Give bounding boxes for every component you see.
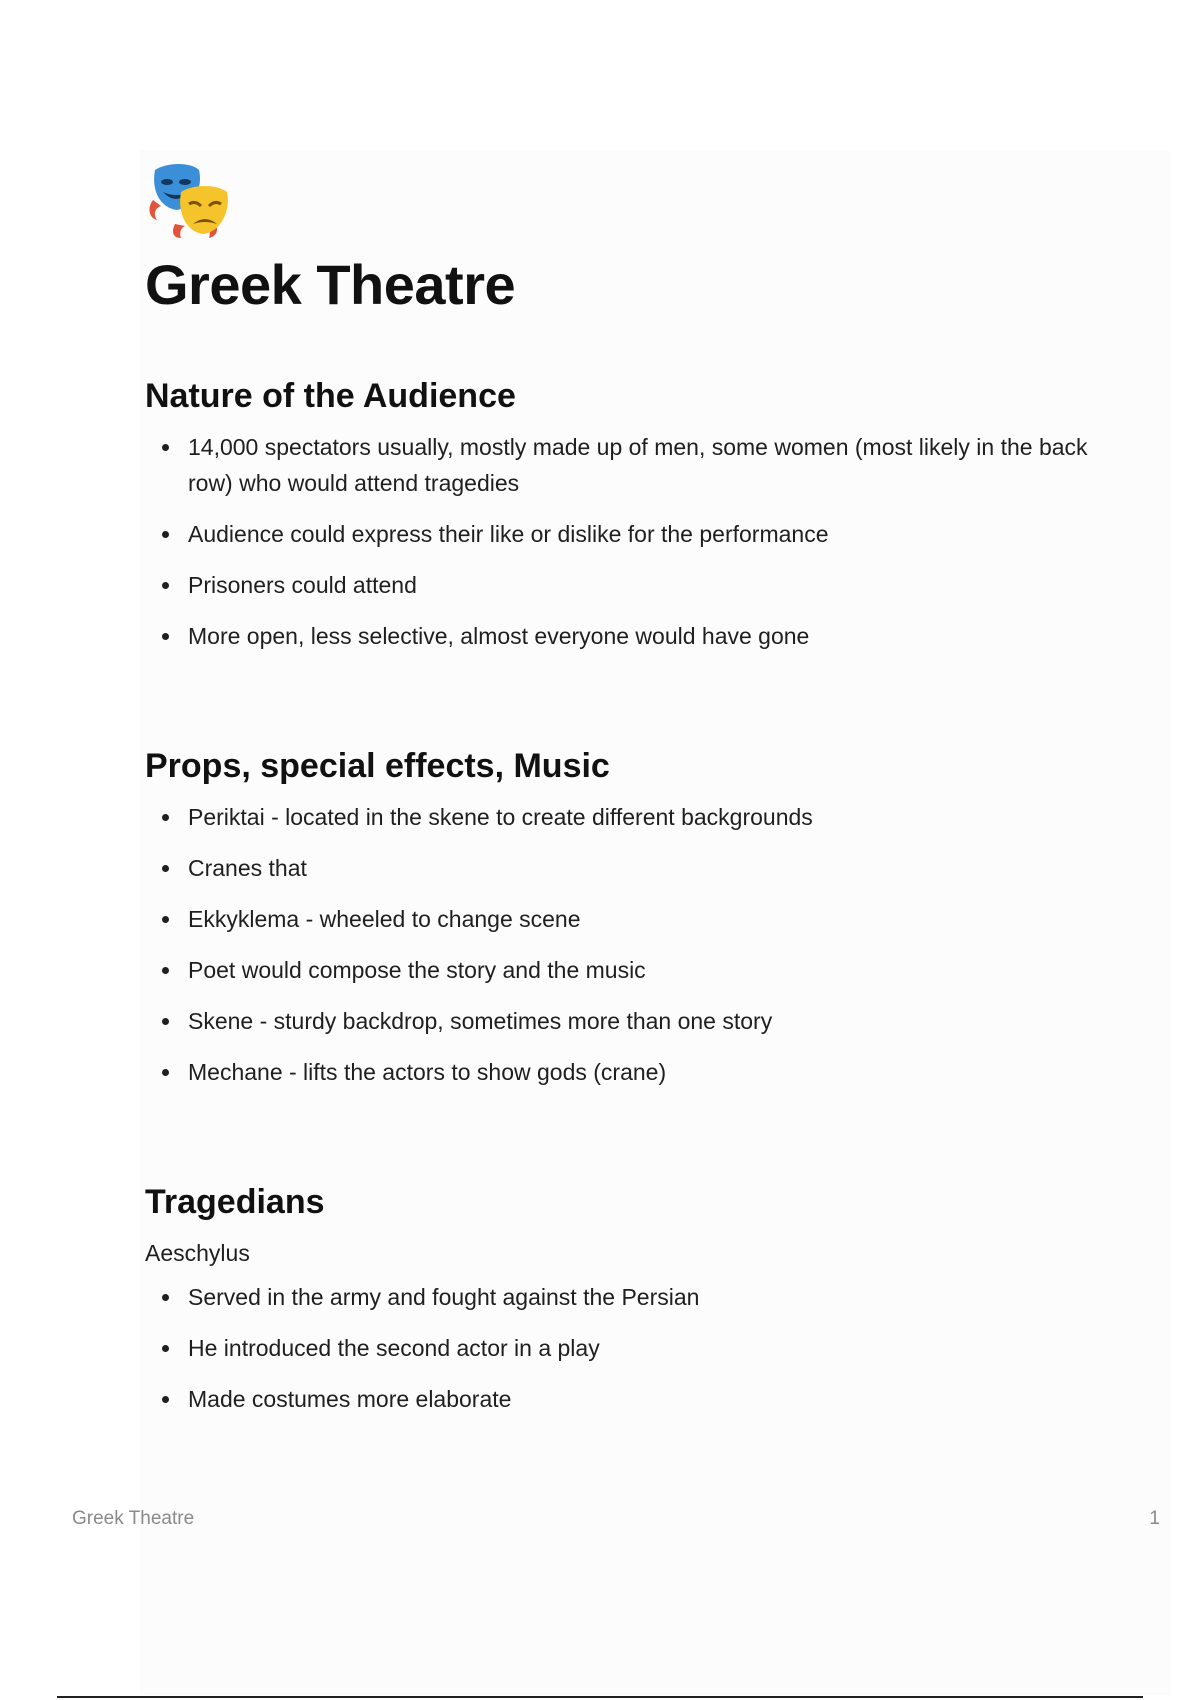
footer-document-name: Greek Theatre xyxy=(72,1508,195,1529)
performing-arts-masks-icon xyxy=(145,162,235,240)
section-tragedians xyxy=(145,1184,1095,1432)
section-nature-of-audience xyxy=(145,378,1095,669)
bullet-list xyxy=(145,799,1095,1090)
list-item: Mechane - lifts the actors to show gods (crane) xyxy=(145,1054,1095,1090)
list-item: Served in the army and fought against the Persian xyxy=(145,1279,1095,1315)
list-item: He introduced the second actor in a play xyxy=(145,1330,1095,1366)
section-props-effects-music xyxy=(145,748,1095,1105)
bullet-list xyxy=(145,429,1095,654)
list-item: Prisoners could attend xyxy=(145,567,1095,603)
section-heading: Nature of the Audience xyxy=(145,377,516,415)
list-item: Ekkyklema - wheeled to change scene xyxy=(145,901,1095,937)
section-heading: Tragedians xyxy=(145,1183,325,1221)
list-item: Periktai - located in the skene to create different backgrounds xyxy=(145,799,1095,835)
list-item: Audience could express their like or dislike for the performance xyxy=(145,516,1095,552)
list-item: 14,000 spectators usually, mostly made up of men, some women (most likely in the back row) who would attend tragedies xyxy=(145,429,1095,501)
page-title: Greek Theatre xyxy=(145,253,516,316)
list-item: More open, less selective, almost everyone would have gone xyxy=(145,618,1095,654)
list-item: Poet would compose the story and the music xyxy=(145,952,1095,988)
subheading-aeschylus: Aeschylus xyxy=(145,1240,250,1267)
footer-page-number: 1 xyxy=(1149,1508,1160,1529)
bullet-list xyxy=(145,1279,1095,1417)
section-heading: Props, special effects, Music xyxy=(145,747,610,785)
list-item: Skene - sturdy backdrop, sometimes more than one story xyxy=(145,1003,1095,1039)
page-divider xyxy=(57,1696,1143,1698)
list-item: Made costumes more elaborate xyxy=(145,1381,1095,1417)
list-item: Cranes that xyxy=(145,850,1095,886)
